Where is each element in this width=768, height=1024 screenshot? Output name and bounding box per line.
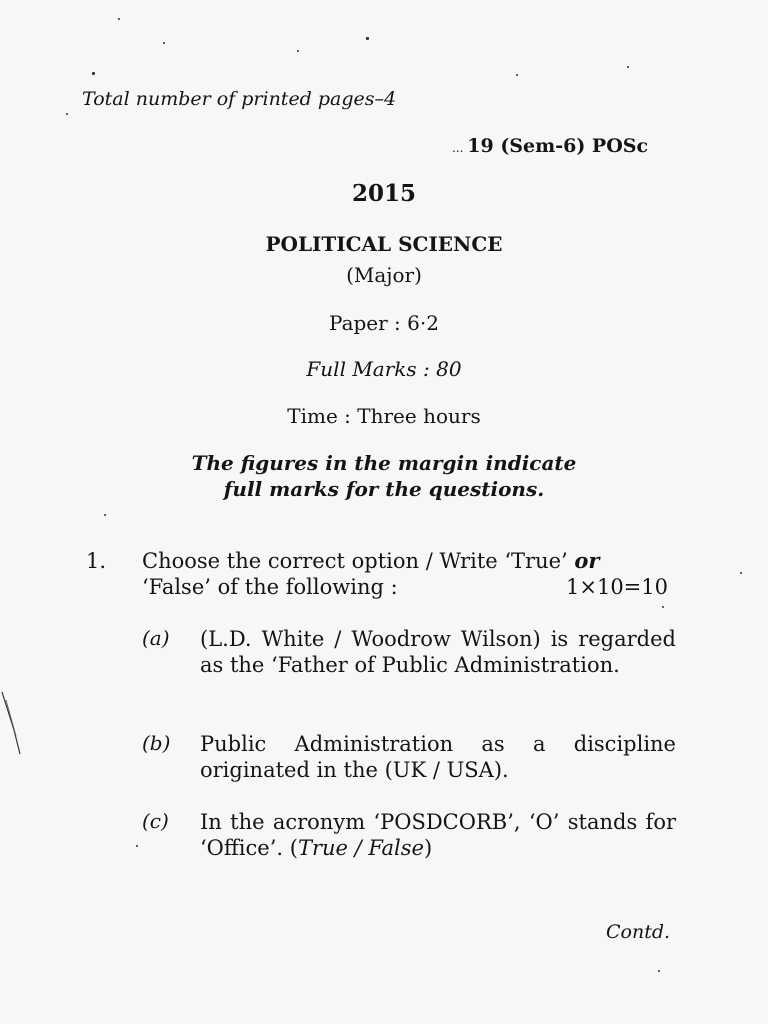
paper-number: Paper : 6·2 xyxy=(329,311,439,335)
question-line-2: ‘False’ of the following : xyxy=(142,575,398,599)
paper-code-text: 19 (Sem-6) POSc xyxy=(467,135,649,157)
subject-title: POLITICAL SCIENCE xyxy=(265,232,503,256)
printed-pages-note: Total number of printed pages–4 xyxy=(82,88,397,110)
part-c-text-main: In the acronym ‘POSDCORB’, ‘O’ stands for ‘Office’. ( xyxy=(200,810,676,860)
instruction-line-2: full marks for the questions. xyxy=(223,477,545,501)
paper-code: ... 19 (Sem-6) POSc xyxy=(452,135,649,157)
question-line-1-text: Choose the correct option / Write ‘True’ xyxy=(142,549,575,573)
question-marks: 1×10=10 xyxy=(566,575,668,599)
part-a-label: (a) xyxy=(142,626,170,650)
full-marks: Full Marks : 80 xyxy=(306,357,462,381)
part-b-text: Public Administration as a discipline originated in the (UK / USA). xyxy=(200,732,676,782)
contd-note: Contd. xyxy=(606,921,671,943)
subject-type: (Major) xyxy=(346,263,422,287)
scan-edge-artifact xyxy=(0,690,24,760)
question-line-1 xyxy=(142,548,600,574)
exam-time: Time : Three hours xyxy=(287,404,481,428)
question-line-1-or: or xyxy=(574,548,600,573)
exam-year: 2015 xyxy=(351,180,416,207)
instruction-line-1: The figures in the margin indicate xyxy=(191,451,577,475)
part-c-true-false: True / False xyxy=(297,836,424,860)
question-number: 1. xyxy=(86,549,107,573)
part-c-label: (c) xyxy=(142,809,169,833)
part-c-text xyxy=(200,809,676,861)
part-b-label: (b) xyxy=(142,731,171,755)
part-c-close: ) xyxy=(423,836,433,860)
part-a-text: (L.D. White / Woodrow Wilson) is regarded as the ‘Father of Public Administration. xyxy=(200,627,676,677)
